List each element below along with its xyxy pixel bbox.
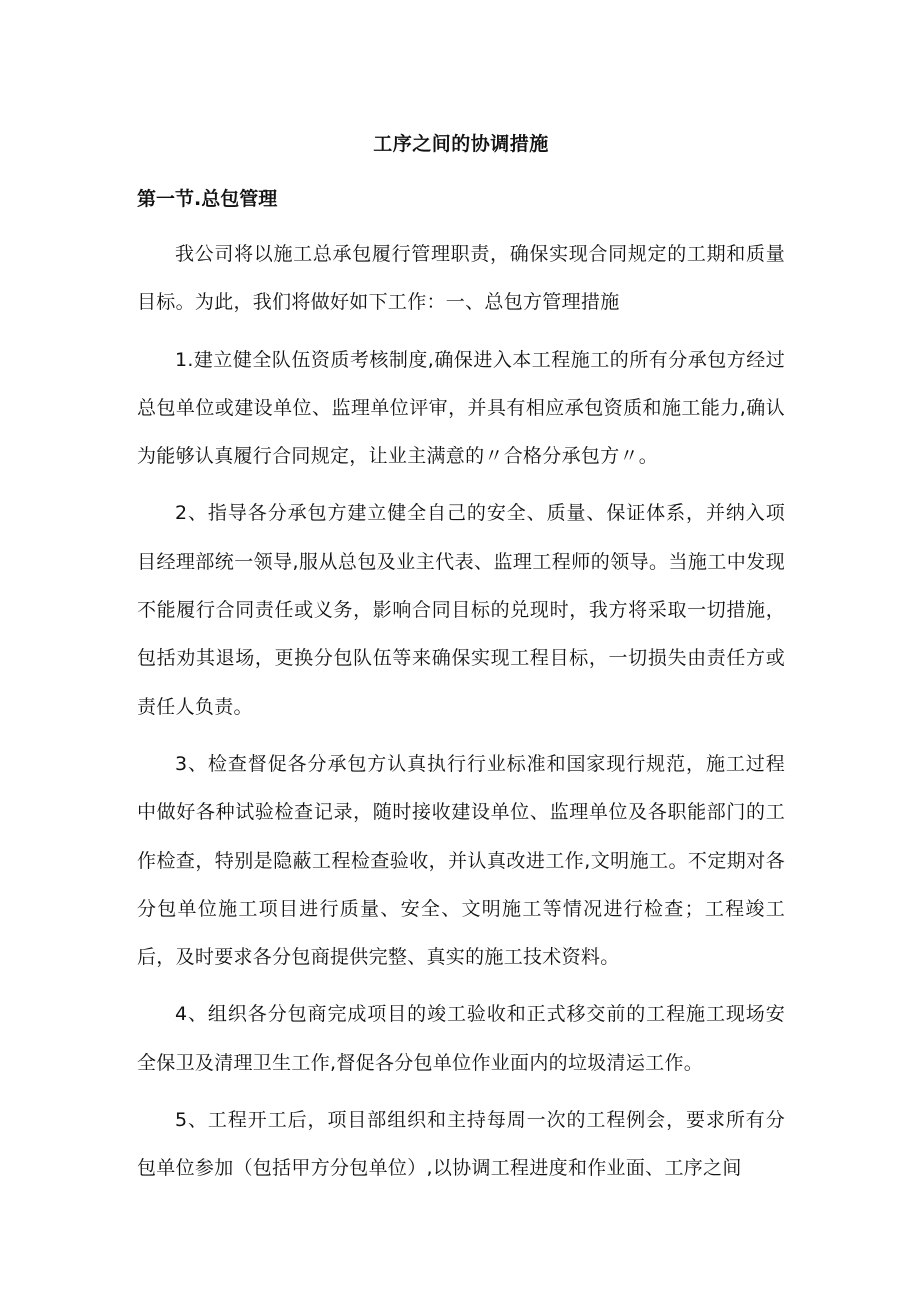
paragraph-item-4: 4、组织各分包商完成项目的竣工验收和正式移交前的工程施工现场安全保卫及清理卫生工作,督促各分包单位作业面内的垃圾清运工作。	[137, 1003, 785, 1074]
document-body	[137, 124, 785, 1193]
paragraph-item-2: 2、指导各分承包方建立健全自己的安全、质量、保证体系，并纳入项目经理部统一领导,服从总包及业主代表、监理工程师的领导。当施工中发现不能履行合同责任或义务，影响合同目标的兑现时，我方将采取一切措施，包括劝其退场，更换分包队伍等来确保实现工程目标，一切损失由责任方或责任人负责。	[137, 502, 785, 718]
paragraph-item-3: 3、检查督促各分承包方认真执行行业标准和国家现行规范，施工过程中做好各种试验检查记录，随时接收建设单位、监理单位及各职能部门的工作检查，特别是隐蔽工程检查验收，并认真改进工作,文明施工。不定期对各分包单位施工项目进行质量、安全、文明施工等情况进行检查；工程竣工后，及时要求各分包商提供完整、真实的施工技术资料。	[137, 752, 785, 969]
document-title: 工序之间的协调措施	[373, 133, 549, 155]
paragraph-item-5: 5、工程开工后，项目部组织和主持每周一次的工程例会，要求所有分包单位参加（包括甲方分包单位）,以协调工程进度和作业面、工序之间	[137, 1109, 785, 1180]
paragraph-item-1: 1.建立健全队伍资质考核制度,确保进入本工程施工的所有分承包方经过总包单位或建设单位、监理单位评审，并具有相应承包资质和施工能力,确认为能够认真履行合同规定，让业主满意的〃合格分承包方〃。	[137, 348, 785, 468]
section-heading: 第一节.总包管理	[137, 188, 278, 210]
paragraph-intro: 我公司将以施工总承包履行管理职责，确保实现合同规定的工期和质量目标。为此，我们将做好如下工作：一、总包方管理措施	[137, 243, 785, 314]
